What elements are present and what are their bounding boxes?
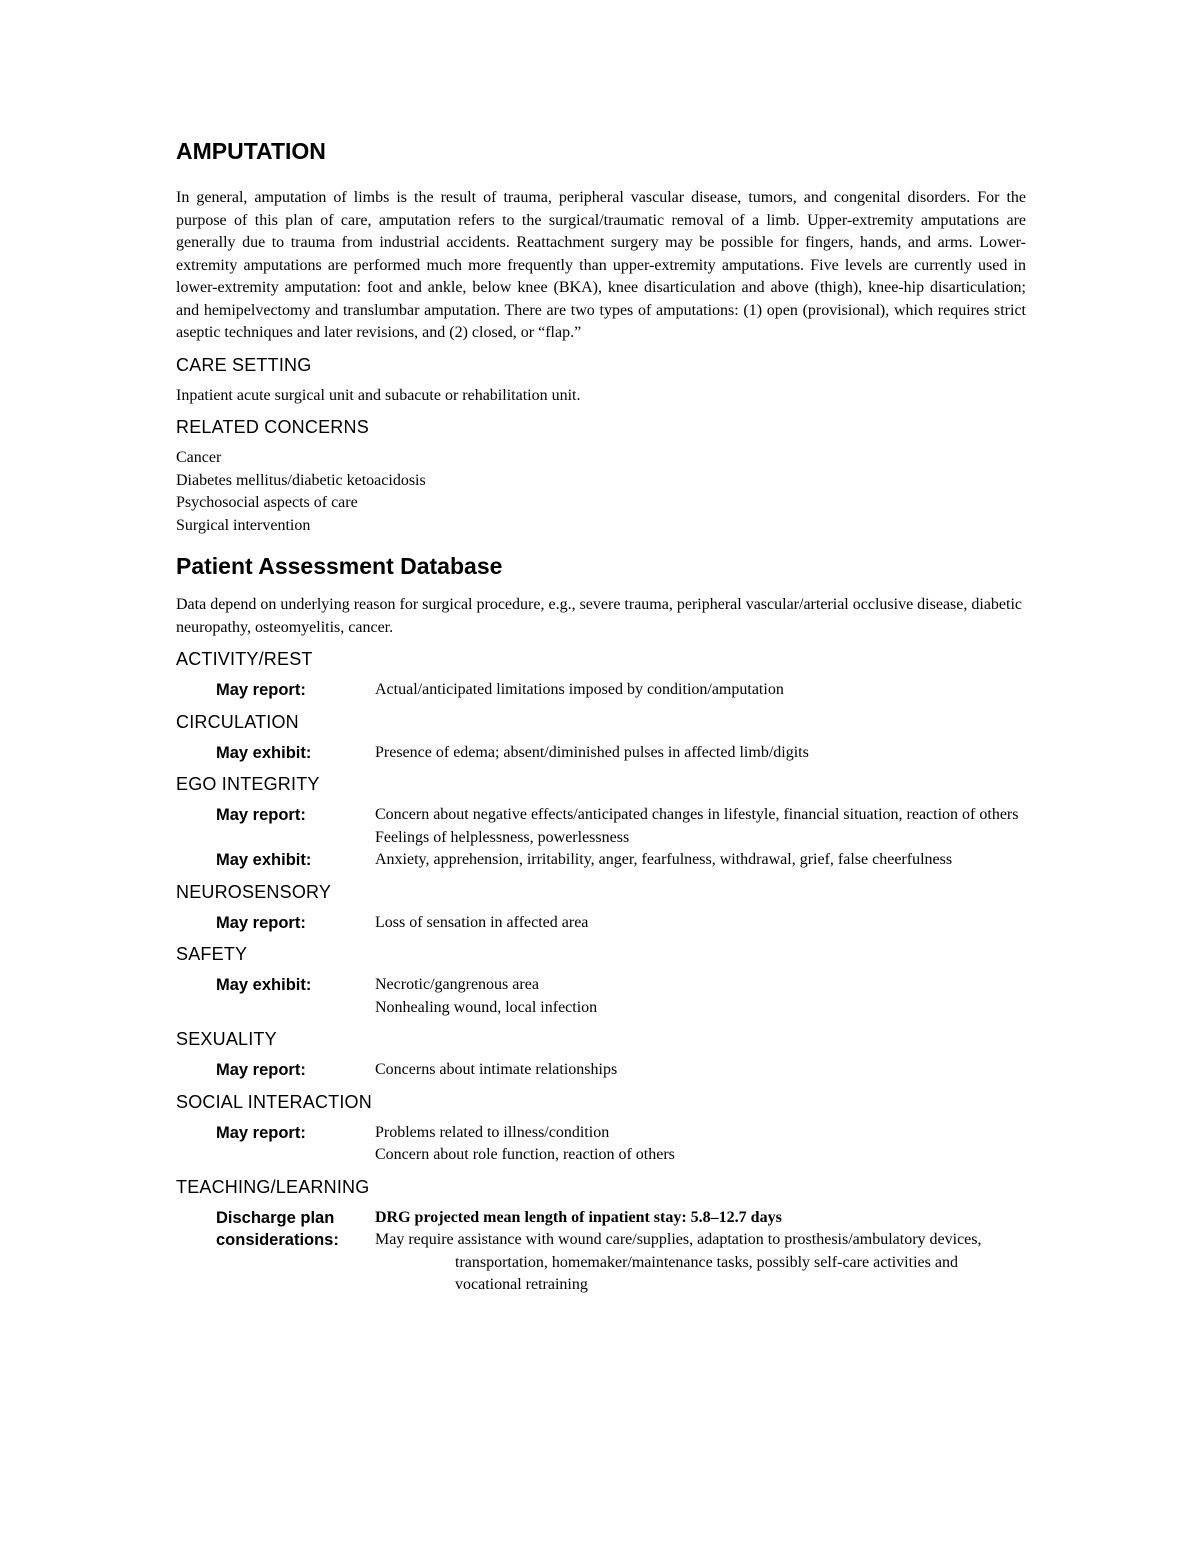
drg-line: DRG projected mean length of inpatient stay: 5.8–12.7 days: [375, 1208, 782, 1226]
social-row: [216, 1122, 1026, 1167]
circulation-label: May exhibit:: [216, 743, 312, 762]
sexuality-label: May report:: [216, 1061, 306, 1079]
database-intro: Data depend on underlying reason for surgical procedure, e.g., severe trauma, peripheral vascular/arterial occlusive disease, diabetic neuropathy, osteomyelitis, cancer.: [176, 596, 1023, 636]
teaching-text: May require assistance with wound care/supplies, adaptation to prosthesis/ambulatory devices, transportation, homemaker/maintenance tasks, possibly self-care activities and vocational retraining: [375, 1231, 982, 1293]
safety-line: Necrotic/gangrenous area: [375, 976, 539, 993]
safety-row: [216, 974, 1026, 1019]
database-heading: Patient Assessment Database: [176, 553, 503, 579]
teaching-row: [216, 1207, 1026, 1297]
care-setting-heading: CARE SETTING: [176, 354, 312, 375]
page-title: AMPUTATION: [176, 138, 326, 164]
list-item: Diabetes mellitus/diabetic ketoacidosis: [176, 471, 426, 489]
list-item: Psychosocial aspects of care: [176, 494, 358, 511]
circulation-heading: CIRCULATION: [176, 711, 299, 732]
care-setting-text: Inpatient acute surgical unit and subacute or rehabilitation unit.: [176, 386, 581, 404]
ego-exhibit-line: Anxiety, apprehension, irritability, anger, fearfulness, withdrawal, grief, false cheerfulness: [375, 851, 953, 868]
safety-heading: SAFETY: [176, 944, 248, 964]
ego-report-line: Feelings of helplessness, powerlessness: [375, 828, 630, 846]
activity-row: [216, 679, 1026, 702]
social-heading: SOCIAL INTERACTION: [176, 1091, 372, 1112]
ego-exhibit-row: [216, 849, 1026, 872]
neuro-row: [216, 912, 1026, 935]
teaching-label: [216, 1207, 375, 1297]
document-page: [176, 138, 1026, 1297]
teaching-label-line: Discharge plan: [216, 1208, 335, 1227]
ego-heading: EGO INTEGRITY: [176, 774, 320, 794]
sexuality-line: Concerns about intimate relationships: [375, 1061, 618, 1078]
safety-label: May exhibit:: [216, 976, 312, 994]
social-label: May report:: [216, 1123, 306, 1142]
activity-label: May report:: [216, 681, 306, 699]
teaching-heading: TEACHING/LEARNING: [176, 1176, 370, 1197]
activity-heading: ACTIVITY/REST: [176, 649, 313, 669]
related-concerns-heading: RELATED CONCERNS: [176, 417, 369, 437]
sexuality-heading: SEXUALITY: [176, 1029, 277, 1049]
sexuality-row: [216, 1059, 1026, 1082]
neuro-line: Loss of sensation in affected area: [375, 913, 589, 931]
ego-exhibit-label: May exhibit:: [216, 851, 312, 869]
neuro-label: May report:: [216, 913, 306, 932]
neuro-heading: NEUROSENSORY: [176, 881, 332, 902]
safety-line: Nonhealing wound, local infection: [375, 998, 598, 1016]
social-line: Problems related to illness/condition: [375, 1123, 610, 1141]
list-item: Surgical intervention: [176, 516, 311, 534]
teaching-label-line: considerations:: [216, 1231, 339, 1249]
list-item: Cancer: [176, 449, 222, 466]
circulation-line: Presence of edema; absent/diminished pulses in affected limb/digits: [375, 743, 809, 761]
ego-report-label: May report:: [216, 806, 306, 824]
ego-report-row: [216, 804, 1026, 849]
social-line: Concern about role function, reaction of others: [375, 1146, 675, 1163]
related-concerns-list: [176, 447, 1026, 537]
intro-paragraph: In general, amputation of limbs is the result of trauma, peripheral vascular disease, tumors, and congenital disorders. For the purpose of this plan of care, amputation refers to the surgical/traumatic removal of a limb. Upper-extremity amputations are generally due to trauma from industrial accidents. Reattachment surgery may be possible for fingers, hands, and arms. Lower-extremity amputations are performed much more frequently than upper-extremity amputations. Five levels are currently used in lower-extremity amputation: foot and ankle, below knee (BKA), knee disarticulation and above (thigh), knee-hip disarticulation; and hemipelvectomy and translumbar amputation. There are two types of amputations: (1) open (provisional), which requires strict aseptic techniques and later revisions, and (2) closed, or “flap.”: [176, 189, 1026, 341]
activity-line: Actual/anticipated limitations imposed by condition/amputation: [375, 681, 784, 698]
ego-report-line: Concern about negative effects/anticipated changes in lifestyle, financial situation, reaction of others: [375, 806, 1019, 823]
circulation-row: [216, 742, 1026, 765]
